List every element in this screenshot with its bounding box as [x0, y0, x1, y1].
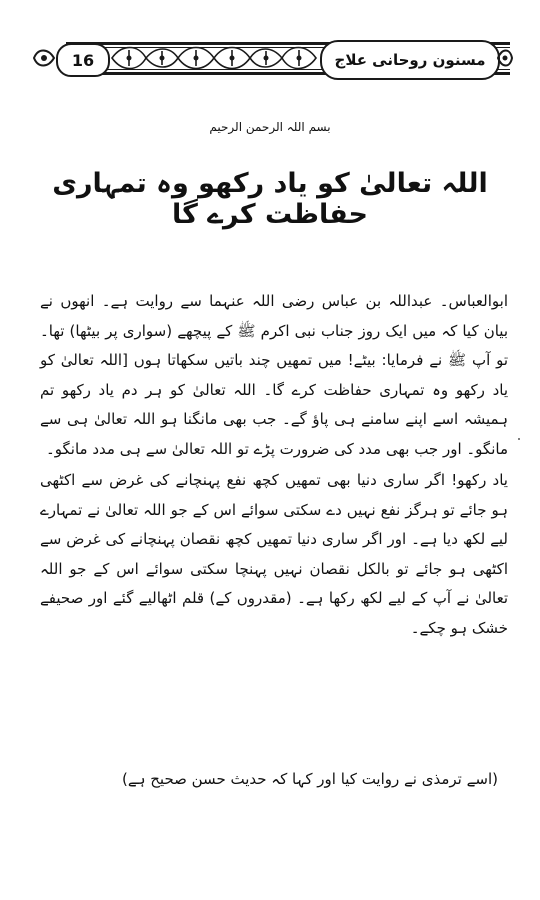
- end-ornament-icon: [496, 44, 514, 72]
- paragraph: ابوالعباس۔ عبداللہ بن عباس رضی اللہ عنہما سے روایت ہے۔ انھوں نے بیان کیا کہ میں ایک روز جناب نبی اکرم ﷺ کے پیچھے (سواری پر بیٹھا) تھا۔ تو آپ ﷺ نے فرمایا: بیٹے! میں تمھیں چند باتیں سکھاتا ہوں [اللہ تعالیٰ کو یاد رکھو وہ تمہاری حفاظت کرے گا۔ اللہ تعالیٰ کو ہر دم یاد رکھو تم ہمیشہ اسے اپنے سامنے ہی پاؤ گے۔ جب بھی مانگنا ہو اللہ تعالیٰ ہی سے مانگو۔ اور جب بھی مدد کی ضرورت پڑے تو اللہ تعالیٰ سے ہی مدد مانگو۔: [40, 292, 508, 458]
- page-number: 16: [56, 43, 110, 77]
- book-title: مسنون روحانی علاج: [320, 40, 500, 80]
- page-header: [30, 36, 514, 82]
- decorative-border-icon: [108, 40, 320, 76]
- body-text: [40, 287, 508, 643]
- end-ornament-icon: [30, 44, 56, 72]
- paragraph: یاد رکھو! اگر ساری دنیا بھی تمھیں کچھ نفع پہنچانے کی غرض سے اکٹھی ہو جائے تو ہرگز نفع نہیں دے سکتی سوائے اس کے جو اللہ تعالیٰ نے تمہارے لیے لکھ دیا ہے۔ اور اگر ساری دنیا تمھیں کچھ نقصان پہنچانے کی غرض سے اکٹھی ہو جائے تو بالکل نقصان نہیں پہنچا سکتی سوائے اس کے جو اللہ تعالیٰ نے آپ کے لیے لکھ رکھا ہے۔ (مقدروں کے) قلم اٹھالیے گئے اور صحیفے خشک ہو چکے۔: [40, 471, 508, 637]
- bismillah-heading: بسم اللہ الرحمن الرحیم: [209, 120, 331, 134]
- scan-speck: [518, 438, 520, 440]
- citation: (اسے ترمذی نے روایت کیا اور کہا کہ حدیث حسن صحیح ہے): [122, 770, 498, 788]
- chapter-title: اللہ تعالیٰ کو یاد رکھو وہ تمہاری حفاظت کرے گا: [52, 168, 488, 230]
